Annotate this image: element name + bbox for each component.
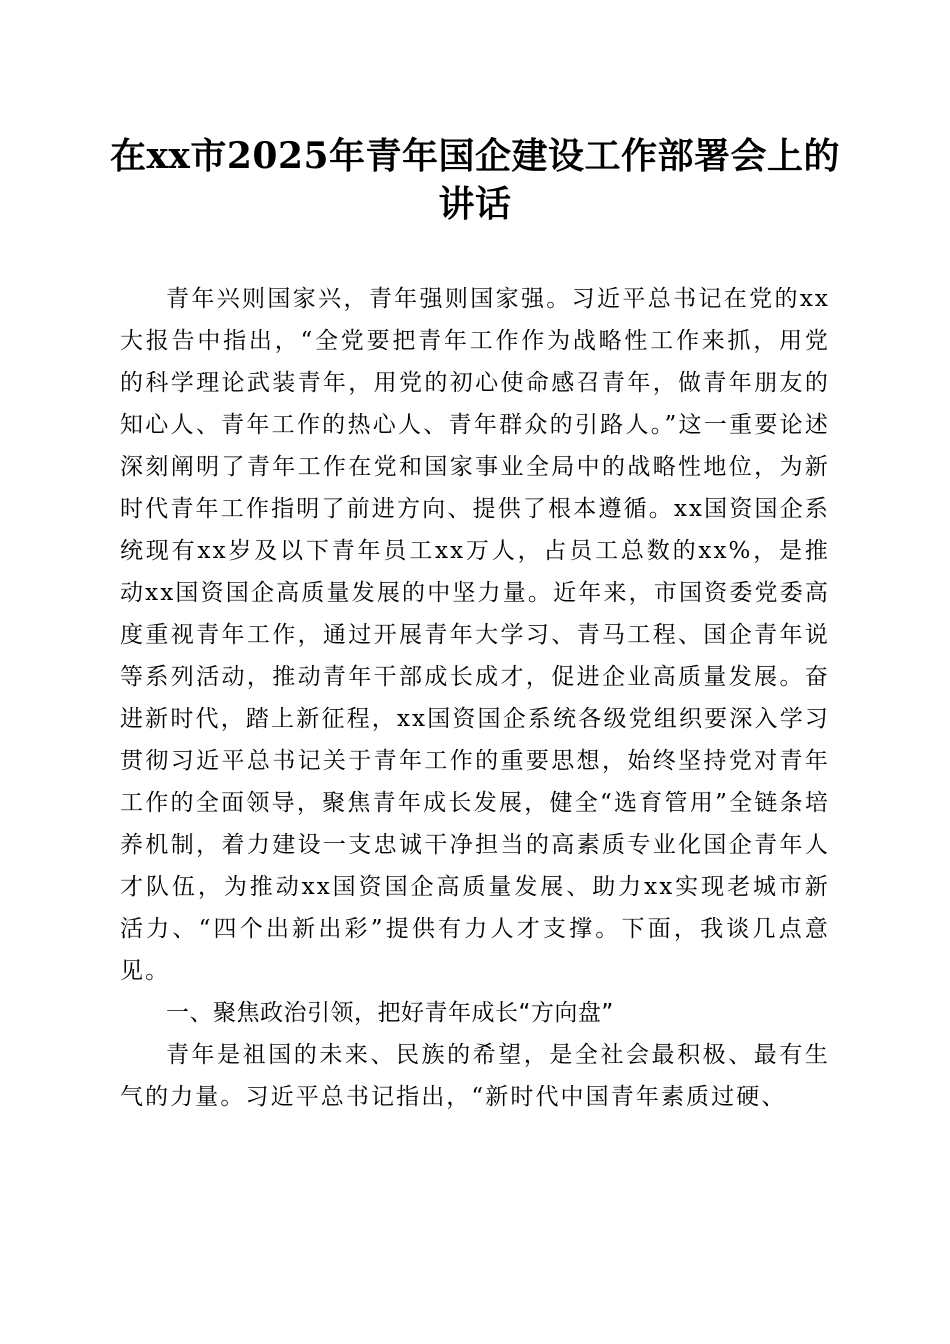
document-body <box>120 278 830 1118</box>
section-heading: 一、聚焦政治引领，把好青年成长“方向盘” <box>166 1000 614 1026</box>
section-paragraph: 青年是祖国的未来、民族的希望，是全社会最积极、最有生气的力量。习近平总书记指出，“新时代中国青年素质过硬、 <box>120 1042 830 1110</box>
document-title: 在xx市2025年青年国企建设工作部署会上的讲话 <box>109 135 841 225</box>
intro-paragraph: 青年兴则国家兴，青年强则国家强。习近平总书记在党的xx大报告中指出，“全党要把青年工作作为战略性工作来抓，用党的科学理论武装青年，用党的初心使命感召青年，做青年朋友的知心人、青年工作的热心人、青年群众的引路人。”这一重要论述深刻阐明了青年工作在党和国家事业全局中的战略性地位，为新时代青年工作指明了前进方向、提供了根本遵循。xx国资国企系统现有xx岁及以下青年员工xx万人，占员工总数的xx%，是推动xx国资国企高质量发展的中坚力量。近年来，市国资委党委高度重视青年工作，通过开展青年大学习、青马工程、国企青年说等系列活动，推动青年干部成长成才，促进企业高质量发展。奋进新时代，踏上新征程，xx国资国企系统各级党组织要深入学习贯彻习近平总书记关于青年工作的重要思想，始终坚持党对青年工作的全面领导，聚焦青年成长发展，健全“选育管用”全链条培养机制，着力建设一支忠诚干净担当的高素质专业化国企青年人才队伍，为推动xx国资国企高质量发展、助力xx实现老城市新活力、“四个出新出彩”提供有力人才支撑。下面，我谈几点意见。 <box>120 286 830 984</box>
